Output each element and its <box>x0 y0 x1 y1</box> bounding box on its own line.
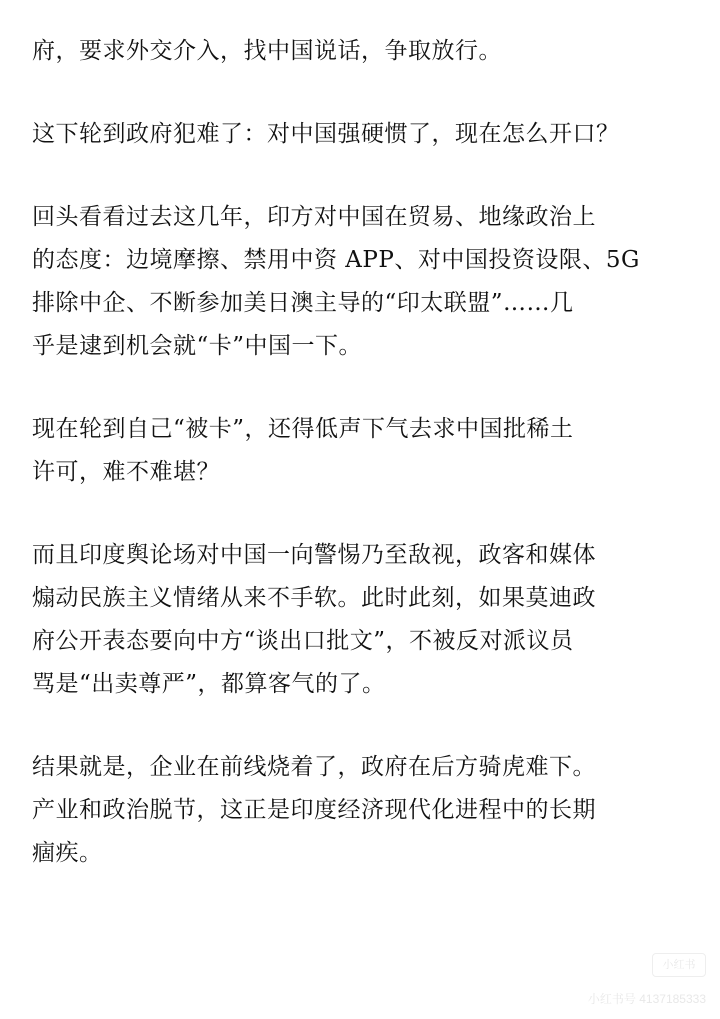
text-line: 府公开表态要向中方“谈出口批文”，不被反对派议员 <box>32 628 574 654</box>
text-line: 的态度：边境摩擦、禁用中资 APP、对中国投资设限、5G <box>32 247 640 273</box>
text-line: 现在轮到自己“被卡”，还得低声下气去求中国批稀土 <box>32 416 574 442</box>
text-line: 府，要求外交介入，找中国说话，争取放行。 <box>32 38 502 64</box>
text-line: 产业和政治脱节，这正是印度经济现代化进程中的长期 <box>32 797 596 823</box>
watermark-logo: 小红书 <box>652 953 706 977</box>
text-line: 骂是“出卖尊严”，都算客气的了。 <box>32 671 386 697</box>
text-line: 乎是逮到机会就“卡”中国一下。 <box>32 333 363 359</box>
text-line: 这下轮到政府犯难了：对中国强硬惯了，现在怎么开口？ <box>32 121 620 147</box>
paragraph-3 <box>32 196 692 368</box>
paragraph-6 <box>32 746 692 875</box>
paragraph-2 <box>32 113 692 156</box>
paragraph-5 <box>32 534 692 706</box>
paragraph-4 <box>32 408 692 494</box>
text-line: 排除中企、不断参加美日澳主导的“印太联盟”……几 <box>32 290 574 316</box>
watermark <box>562 951 712 1011</box>
text-line: 痼疾。 <box>32 840 103 866</box>
text-line: 许可，难不难堪？ <box>32 459 220 485</box>
paragraph-1 <box>32 30 692 73</box>
watermark-text: 小红书号 4137185333 <box>587 992 706 1006</box>
article-body <box>32 30 692 915</box>
text-line: 回头看看过去这几年，印方对中国在贸易、地缘政治上 <box>32 204 596 230</box>
text-line: 而且印度舆论场对中国一向警惕乃至敌视，政客和媒体 <box>32 542 596 568</box>
text-line: 结果就是，企业在前线烧着了，政府在后方骑虎难下。 <box>32 754 596 780</box>
text-line: 煽动民族主义情绪从来不手软。此时此刻，如果莫迪政 <box>32 585 596 611</box>
